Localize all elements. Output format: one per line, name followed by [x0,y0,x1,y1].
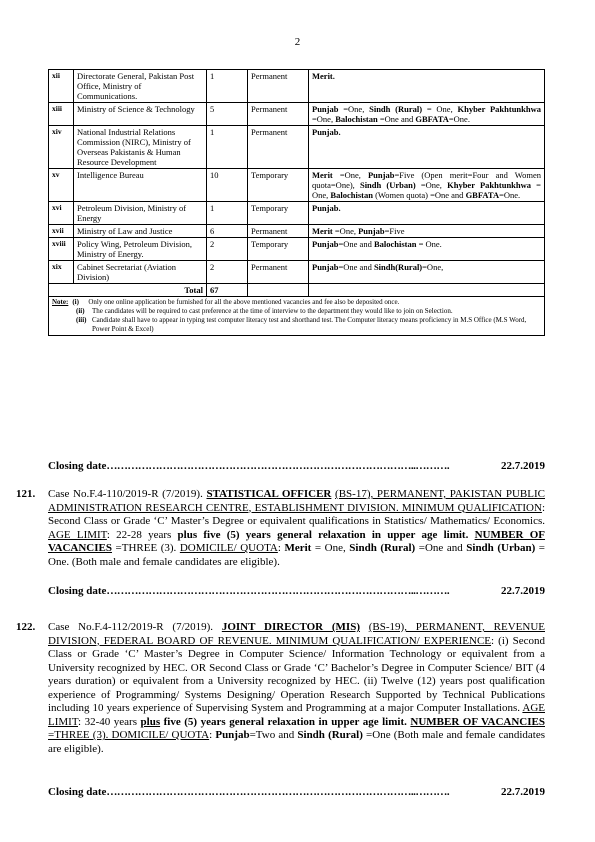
serial-number: xviii [49,238,74,261]
vacancy-count: 1 [207,202,248,225]
vacancy-count: 2 [207,238,248,261]
vacancy-table [48,69,545,336]
domicile-quota: Merit =One, Punjab=Five [309,225,545,238]
nature: Permanent [248,103,309,126]
closing-date-121 [48,585,545,597]
table-row [49,169,545,202]
domicile-quota: Punjab. [309,126,545,169]
closing-date-value: 22.7.2019 [501,585,545,597]
table-row [49,103,545,126]
nature: Temporary [248,202,309,225]
note-label: Note: [52,298,69,306]
note-number: (iii) [76,316,87,324]
nature: Permanent [248,126,309,169]
note-text: The candidates will be required to cast preference at the time of interview to the department they would like to join on Selection. [92,307,453,315]
note-number: (ii) [76,307,85,315]
closing-date-122 [48,786,545,798]
page-number: 2 [294,36,301,48]
department: National Industrial Relations Commission (NIRC), Ministry of Overseas Pakistanis & Human Resource Development [74,126,207,169]
case-text: Case No.F.4-112/2019-R (7/2019). JOINT DIRECTOR (MIS) (BS-19), PERMANENT, REVENUE DIVISION, FEDERAL BOARD OF REVENUE. MINIMUM QUALIFICATION/ EXPERIENCE: (i) Second Class or Grade ‘C’ Master’s Degree in Computer Science/ Information Technology or equivalent from a University recognized by HEC. OR Second Class or Grade ‘C’ Bachelor’s Degree in Computer Science/ BIT (4 years duration) or equivalent from a University recognized by HEC. (ii) Twelve (12) years post qualification experience of Programming/ Systems Designing/ Operation Research Supported by Technical Publications including 10 years experience of Supervising System and Programming at a major Computer Installations. AGE LIMIT: 32-40 years plus five (5) years general relaxation in upper age limit. NUMBER OF VACANCIES =THREE (3). DOMICILE/ QUOTA: Punjab=Two and Sindh (Rural) =One (Both male and female candidates are eligible). [48,621,546,755]
nature: Temporary [248,238,309,261]
domicile-quota: Punjab. [309,202,545,225]
nature: Permanent [248,261,309,284]
domicile-quota: Punjab=One and Balochistan = One. [309,238,545,261]
total-value: 67 [207,284,248,297]
domicile-quota: Punjab =One, Sindh (Rural) = One, Khyber Pakhtunkhwa =One, Balochistan =One and GBFATA=One. [309,103,545,126]
note-item [52,316,541,334]
note-item [52,298,541,307]
case-text: Case No.F.4-110/2019-R (7/2019). STATISTICAL OFFICER (BS-17), PERMANENT, PAKISTAN PUBLIC ADMINISTRATION RESEARCH CENTRE, ESTABLISHMENT DIVISION. MINIMUM QUALIFICATION: Second Class or Grade ‘C’ Master’s Degree or equivalent qualifications in Statistics/ Mathematics/ Economics. AGE LIMIT: 22-28 years plus five (5) years general relaxation in upper age limit. NUMBER OF VACANCIES =THREE (3). DOMICILE/ QUOTA: Merit = One, Sindh (Rural) =One and Sindh (Urban) = One. (Both male and female candidates are eligible). [48,488,546,568]
department: Cabinet Secretariat (Aviation Division) [74,261,207,284]
closing-date-table [48,460,545,472]
department: Ministry of Law and Justice [74,225,207,238]
serial-number: xii [49,70,74,103]
closing-date-value: 22.7.2019 [501,460,545,472]
department: Directorate General, Pakistan Post Office, Ministry of Communications. [74,70,207,103]
total-row [49,284,545,297]
note-text: Candidate shall have to appear in typing test computer literacy test and shorthand test. The Computer literacy means proficiency in M.S Office (M.S Word, Power Point & Excel) [92,316,527,333]
vacancy-count: 1 [207,126,248,169]
table-row [49,225,545,238]
note-item [52,307,541,316]
department: Ministry of Science & Technology [74,103,207,126]
note-text: Only one online application be furnished for all the above mentioned vacancies and fee also be deposited once. [88,298,400,306]
serial-number: xiv [49,126,74,169]
case-number: 122. [16,621,36,633]
table-row [49,238,545,261]
total-label: Total [49,284,207,297]
nature: Permanent [248,225,309,238]
vacancy-count: 1 [207,70,248,103]
closing-date-dots: ……………………………………………………………………………..………. [106,460,450,472]
department: Intelligence Bureau [74,169,207,202]
table-row [49,261,545,284]
serial-number: xix [49,261,74,284]
closing-date-label: Closing date [48,786,107,798]
serial-number: xvii [49,225,74,238]
vacancy-count: 10 [207,169,248,202]
vacancy-count: 6 [207,225,248,238]
case-121 [16,488,546,569]
closing-date-dots: ……………………………………………………………………………..………. [106,786,450,798]
table-row [49,70,545,103]
serial-number: xv [49,169,74,202]
closing-date-label: Closing date [48,460,107,472]
table-row [49,202,545,225]
notes-row [49,297,545,336]
case-number: 121. [16,488,36,500]
vacancy-count: 2 [207,261,248,284]
nature: Temporary [248,169,309,202]
case-122 [16,621,546,756]
domicile-quota: Merit. [309,70,545,103]
closing-date-dots: ……………………………………………………………………………..………. [106,585,450,597]
note-number: (i) [72,298,79,306]
department: Petroleum Division, Ministry of Energy [74,202,207,225]
department: Policy Wing, Petroleum Division, Ministry of Energy. [74,238,207,261]
serial-number: xvi [49,202,74,225]
serial-number: xiii [49,103,74,126]
notes [49,297,545,336]
closing-date-value: 22.7.2019 [501,786,545,798]
table-row [49,126,545,169]
nature: Permanent [248,70,309,103]
vacancy-count: 5 [207,103,248,126]
domicile-quota: Merit =One, Punjab=Five (Open merit=Four and Women quota=One), Sindh (Urban) =One, Khyber Pakhtunkhwa = One, Balochistan (Women quota) =One and GBFATA=One. [309,169,545,202]
domicile-quota: Punjab=One and Sindh(Rural)=One, [309,261,545,284]
closing-date-label: Closing date [48,585,107,597]
